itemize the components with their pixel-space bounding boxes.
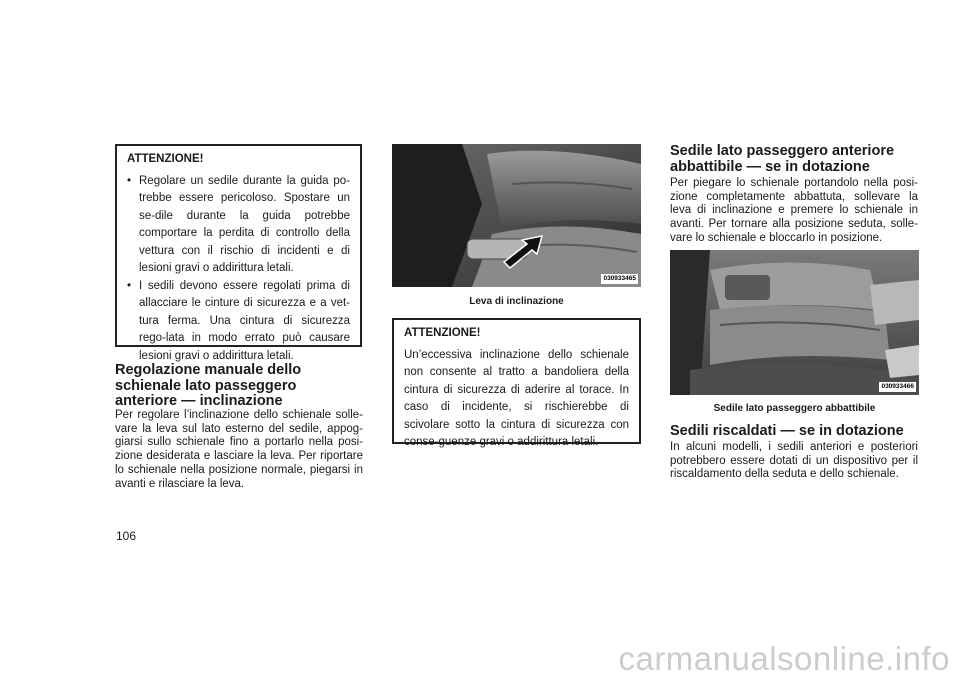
- body-fold-flat: Per piegare lo schienale portandolo nella posi-zione completamente abbattuta, sollevare la leva di inclinazione e premere lo schienale in avanti. Per tornare alla posizione seduta, solle-vare lo schienale e bloccarlo in posizione.: [670, 177, 918, 244]
- heading-heated-seats: Sedili riscaldati — se in dotazione: [670, 423, 904, 439]
- warning-title: ATTENZIONE!: [127, 153, 204, 165]
- heading-recline: Regolazione manuale dello schienale lato passeggero anteriore — inclinazione: [115, 362, 302, 409]
- heading-fold-flat: Sedile lato passeggero anteriore abbattibile — se in dotazione: [670, 143, 895, 175]
- photo-caption: Sedile lato passeggero abbattibile: [713, 403, 876, 414]
- warning-bullets: [127, 173, 350, 366]
- watermark: carmanualsonline.info: [618, 640, 950, 677]
- warning-body: Un’eccessiva inclinazione dello schienale non consente al tratto a bandoliera della cintura di sicurezza di aderire al torace. In caso di incidente, si rischierebbe di scivolare sotto la cintura di sicurezza con conse-guenze gravi o addirittura letali.: [404, 348, 629, 448]
- photo-id: 030933465: [603, 275, 636, 282]
- body-recline: Per regolare l’inclinazione dello schienale solle-vare la leva sul lato esterno del sedile, appog-giarsi sullo schienale fino a portarlo nella posi-zione desiderata e lasciare la leva. Per riportare lo schienale nella posizione normale, piegarsi in avanti e rilasciare la leva.: [115, 409, 363, 490]
- fold-flat-seat-photo: [670, 250, 919, 395]
- warning-bullet-1: • Regolare un sedile durante la guida po-trebbe essere pericoloso. Spostare un se-dile durante la guida potrebbe comportare la perdita di controllo della vettura con il rischio di incidenti e di lesioni gravi o addirittura letali.: [127, 173, 350, 278]
- warning-title: ATTENZIONE!: [404, 327, 481, 339]
- recline-lever-photo: [392, 144, 641, 287]
- photo-id: 030933466: [881, 383, 914, 390]
- page-number: 106: [116, 529, 137, 543]
- photo-caption: Leva di inclinazione: [469, 296, 564, 307]
- warning-box-adjust: [115, 144, 362, 362]
- body-heated-seats: In alcuni modelli, i sedili anteriori e posteriori potrebbero essere dotati di un dispositivo per il riscaldamento della seduta e dello schienale.: [670, 441, 918, 481]
- warning-bullet-2: • I sedili devono essere regolati prima di allacciare le cinture di sicurezza e a vet-tura ferma. Una cintura di sicurezza rego-lata in modo errato può causare lesioni gravi o addirittura letali.: [127, 278, 350, 366]
- warning-box-recline: [392, 318, 641, 448]
